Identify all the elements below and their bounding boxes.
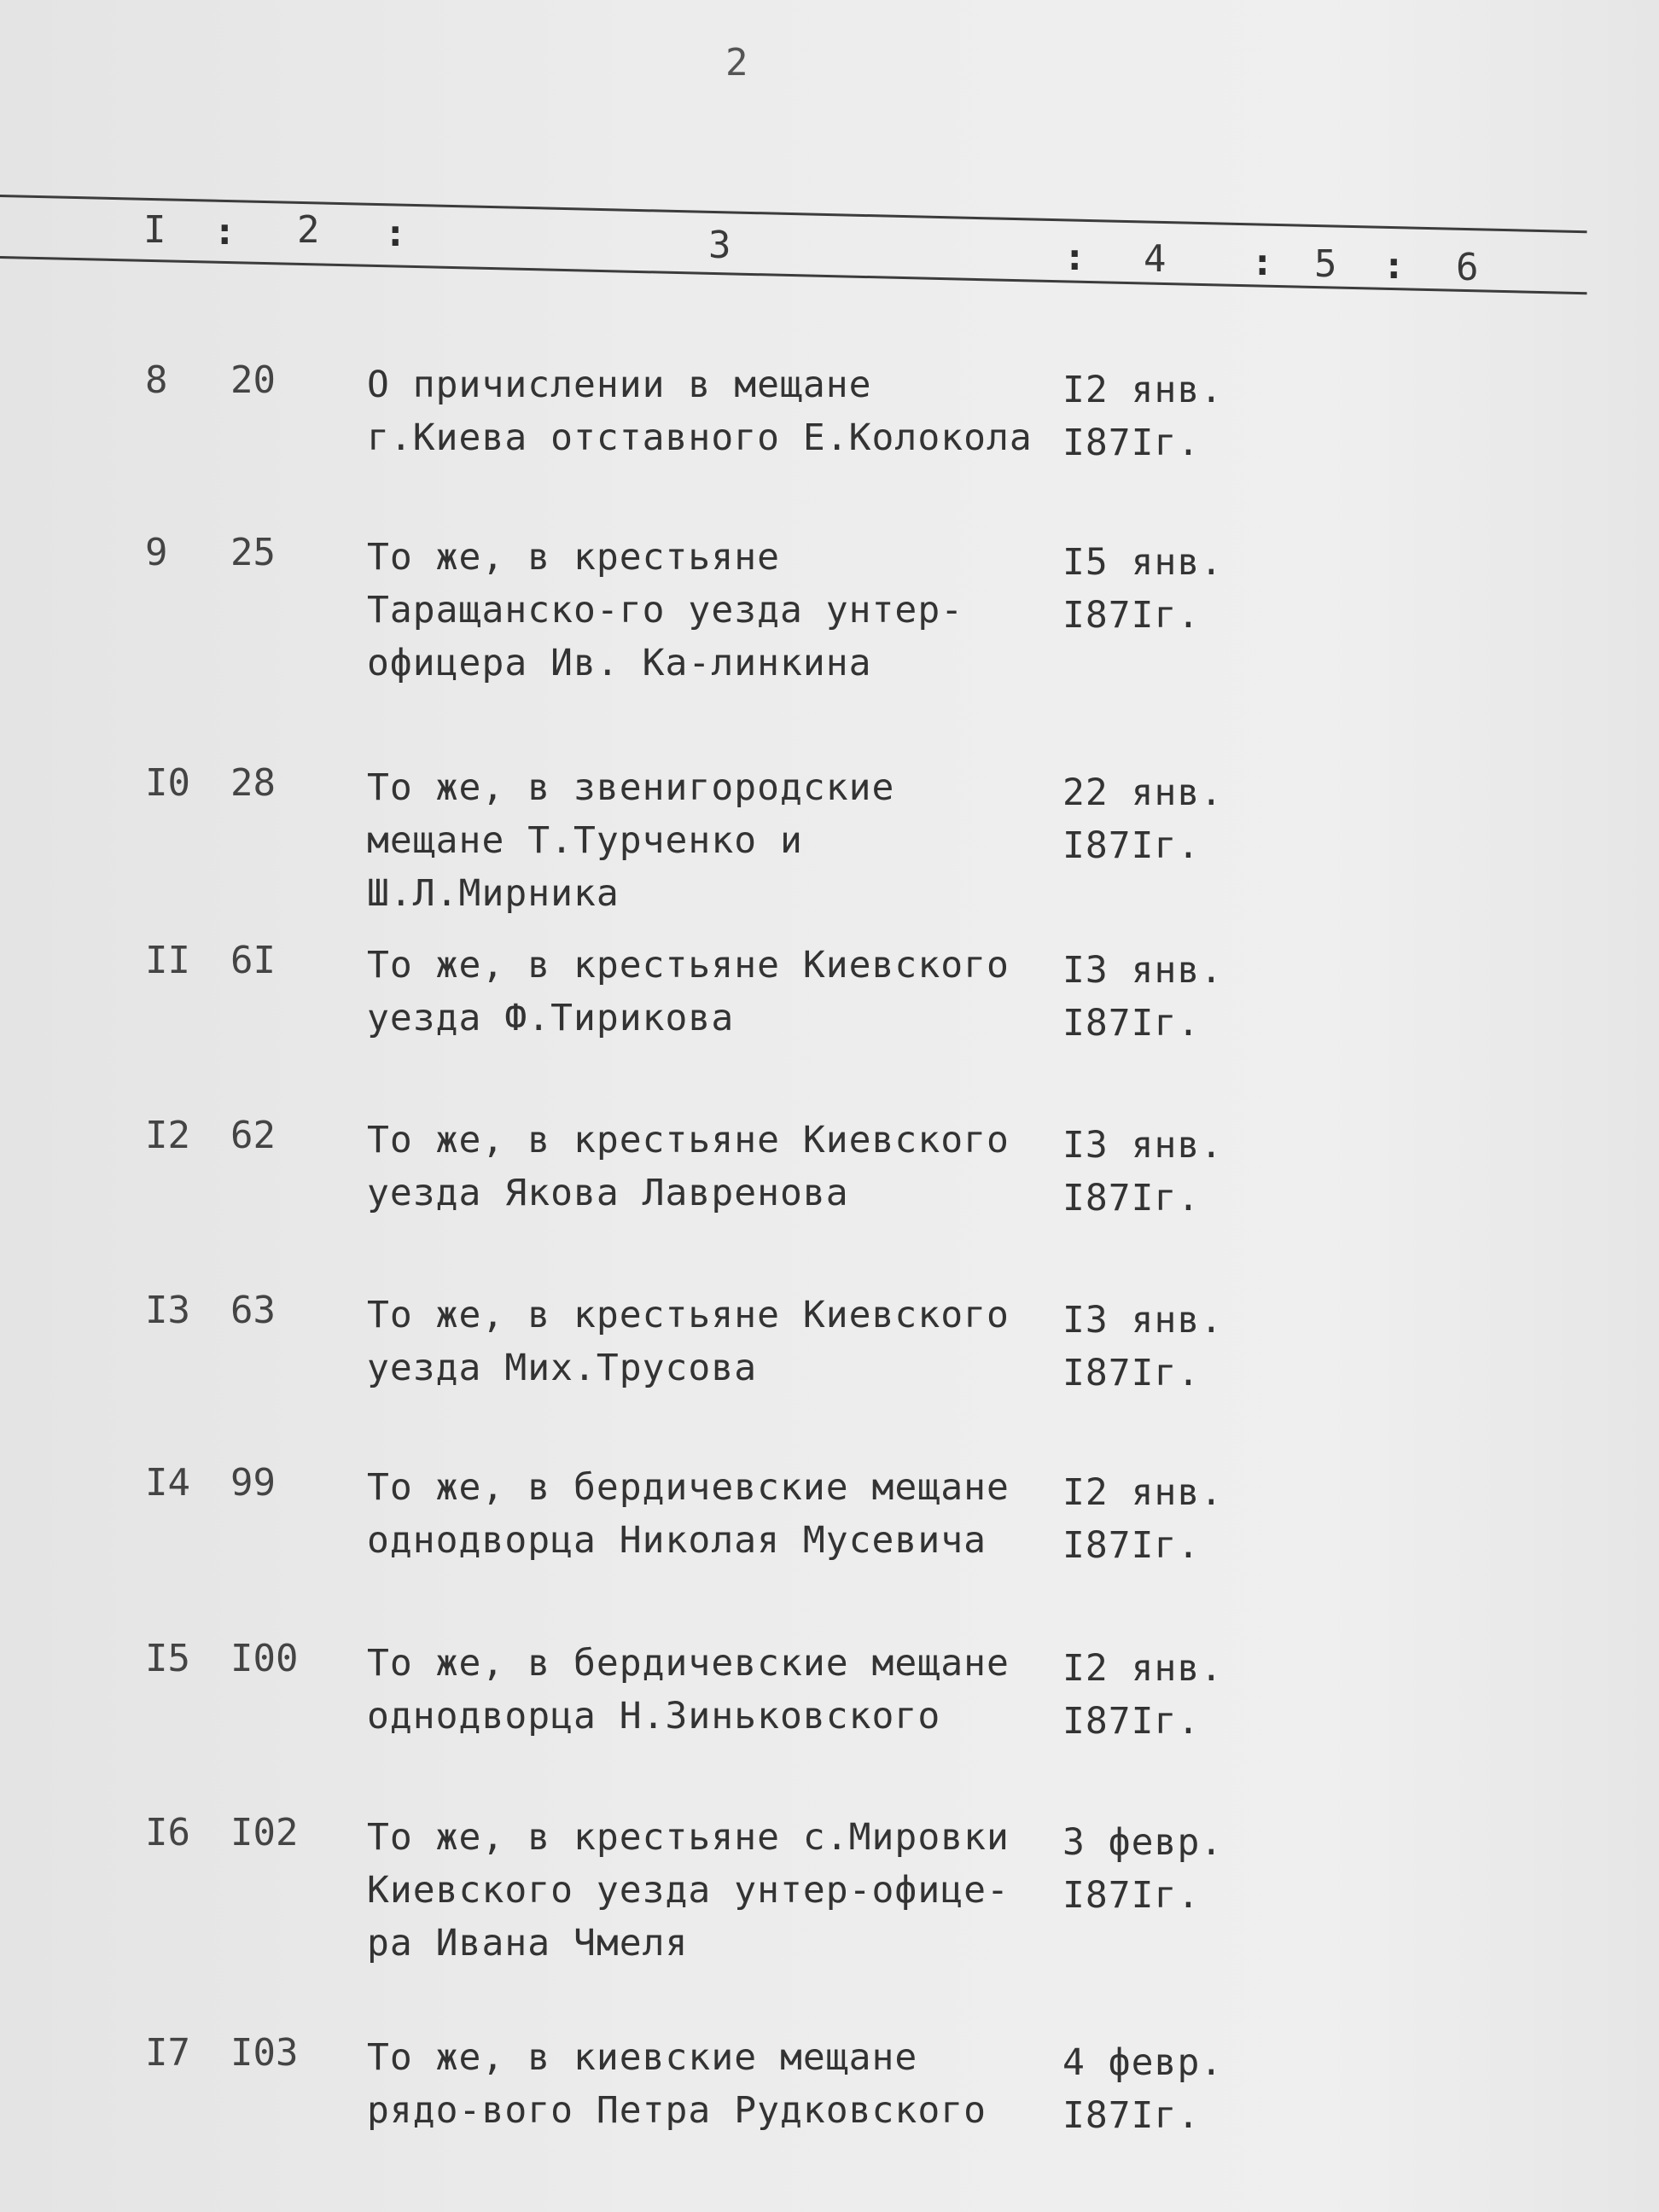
row-date-day: I2 янв. — [1062, 1647, 1224, 1690]
row-description: То же, в бердичевские мещане однодворца Н.Зиньковского — [367, 1642, 1010, 1738]
row-description: То же, в крестьяне с.Мировки Киевского уезда унтер-офице-ра Ивана Чмеля — [367, 1816, 1010, 1965]
header-separator: : — [1251, 241, 1274, 284]
document-number: 28 — [230, 761, 276, 805]
row-number: 8 — [145, 358, 168, 402]
row-description: О причислении в мещане г.Киева отставного Е.Колокола — [367, 364, 1033, 459]
header-col-4: 4 — [1144, 237, 1167, 281]
row-date-year: I87Iг. — [1062, 1352, 1201, 1394]
row-number: I0 — [145, 761, 190, 805]
row-date-day: I2 янв. — [1062, 369, 1224, 411]
row-date-day: 4 февр. — [1062, 2041, 1224, 2084]
document-number: I02 — [230, 1811, 299, 1854]
header-separator: : — [1382, 244, 1406, 288]
row-date-day: I2 янв. — [1062, 1471, 1224, 1514]
row-date-year: I87Iг. — [1062, 1177, 1201, 1220]
document-number: I00 — [230, 1637, 299, 1680]
header-rule-bottom — [0, 256, 1587, 294]
row-date — [1062, 1119, 1259, 1225]
row-description: То же, в крестьяне Таращанско-го уезда унтер-офицера Ив. Ка-линкина — [367, 536, 964, 684]
row-number: I3 — [145, 1289, 190, 1332]
row-date — [1062, 1466, 1259, 1572]
header-col-2: 2 — [297, 208, 320, 252]
document-number: 20 — [230, 358, 276, 402]
row-date-day: 3 февр. — [1062, 1821, 1224, 1864]
row-date-year: I87Iг. — [1062, 594, 1201, 637]
header-col-6: 6 — [1456, 246, 1479, 289]
row-date-year: I87Iг. — [1062, 824, 1201, 867]
row-date-day: I5 янв. — [1062, 541, 1224, 584]
row-date-day: 22 янв. — [1062, 771, 1224, 814]
row-date — [1062, 1816, 1259, 1922]
row-date — [1062, 766, 1259, 872]
row-description: То же, в крестьяне Киевского уезда Якова Лавренова — [367, 1119, 1010, 1214]
header-rule-top — [0, 195, 1587, 233]
row-number: I4 — [145, 1461, 190, 1505]
document-number: 25 — [230, 531, 276, 574]
row-date-year: I87Iг. — [1062, 1002, 1201, 1045]
row-number: I2 — [145, 1114, 190, 1157]
row-date-day: I3 янв. — [1062, 1299, 1224, 1342]
row-date-year: I87Iг. — [1062, 2094, 1201, 2137]
document-number: 62 — [230, 1114, 276, 1157]
document-number: 6I — [230, 939, 276, 982]
row-description: То же, в звенигородские мещане Т.Турченко и Ш.Л.Мирника — [367, 766, 895, 915]
header-col-1: I — [143, 208, 166, 252]
row-date — [1062, 1642, 1259, 1748]
row-number: I7 — [145, 2031, 190, 2075]
row-description: То же, в крестьяне Киевского уезда Мих.Трусова — [367, 1294, 1010, 1389]
row-date-day: I3 янв. — [1062, 949, 1224, 992]
header-separator: : — [1063, 236, 1086, 279]
row-date-year: I87Iг. — [1062, 1700, 1201, 1743]
row-date-day: I3 янв. — [1062, 1124, 1224, 1167]
row-date-year: I87Iг. — [1062, 1524, 1201, 1567]
row-date-year: I87Iг. — [1062, 422, 1201, 464]
row-description: То же, в крестьяне Киевского уезда Ф.Тирикова — [367, 944, 1010, 1039]
header-separator: : — [384, 212, 407, 255]
document-number: I03 — [230, 2031, 299, 2075]
row-date-year: I87Iг. — [1062, 1874, 1201, 1917]
row-date — [1062, 536, 1259, 642]
document-number: 99 — [230, 1461, 276, 1505]
page-number: 2 — [725, 41, 748, 84]
document-number: 63 — [230, 1289, 276, 1332]
header-col-3: 3 — [708, 224, 731, 267]
header-separator: : — [213, 210, 236, 253]
row-description: То же, в бердичевские мещане однодворца Николая Мусевича — [367, 1466, 1010, 1562]
row-date — [1062, 944, 1259, 1050]
row-number: II — [145, 939, 190, 982]
row-number: I5 — [145, 1637, 190, 1680]
row-number: 9 — [145, 531, 168, 574]
header-col-5: 5 — [1314, 242, 1337, 286]
row-date — [1062, 2036, 1259, 2142]
row-description: То же, в киевские мещане рядо-вого Петра Рудковского — [367, 2036, 987, 2132]
row-date — [1062, 1294, 1259, 1400]
row-date — [1062, 364, 1259, 469]
row-number: I6 — [145, 1811, 190, 1854]
